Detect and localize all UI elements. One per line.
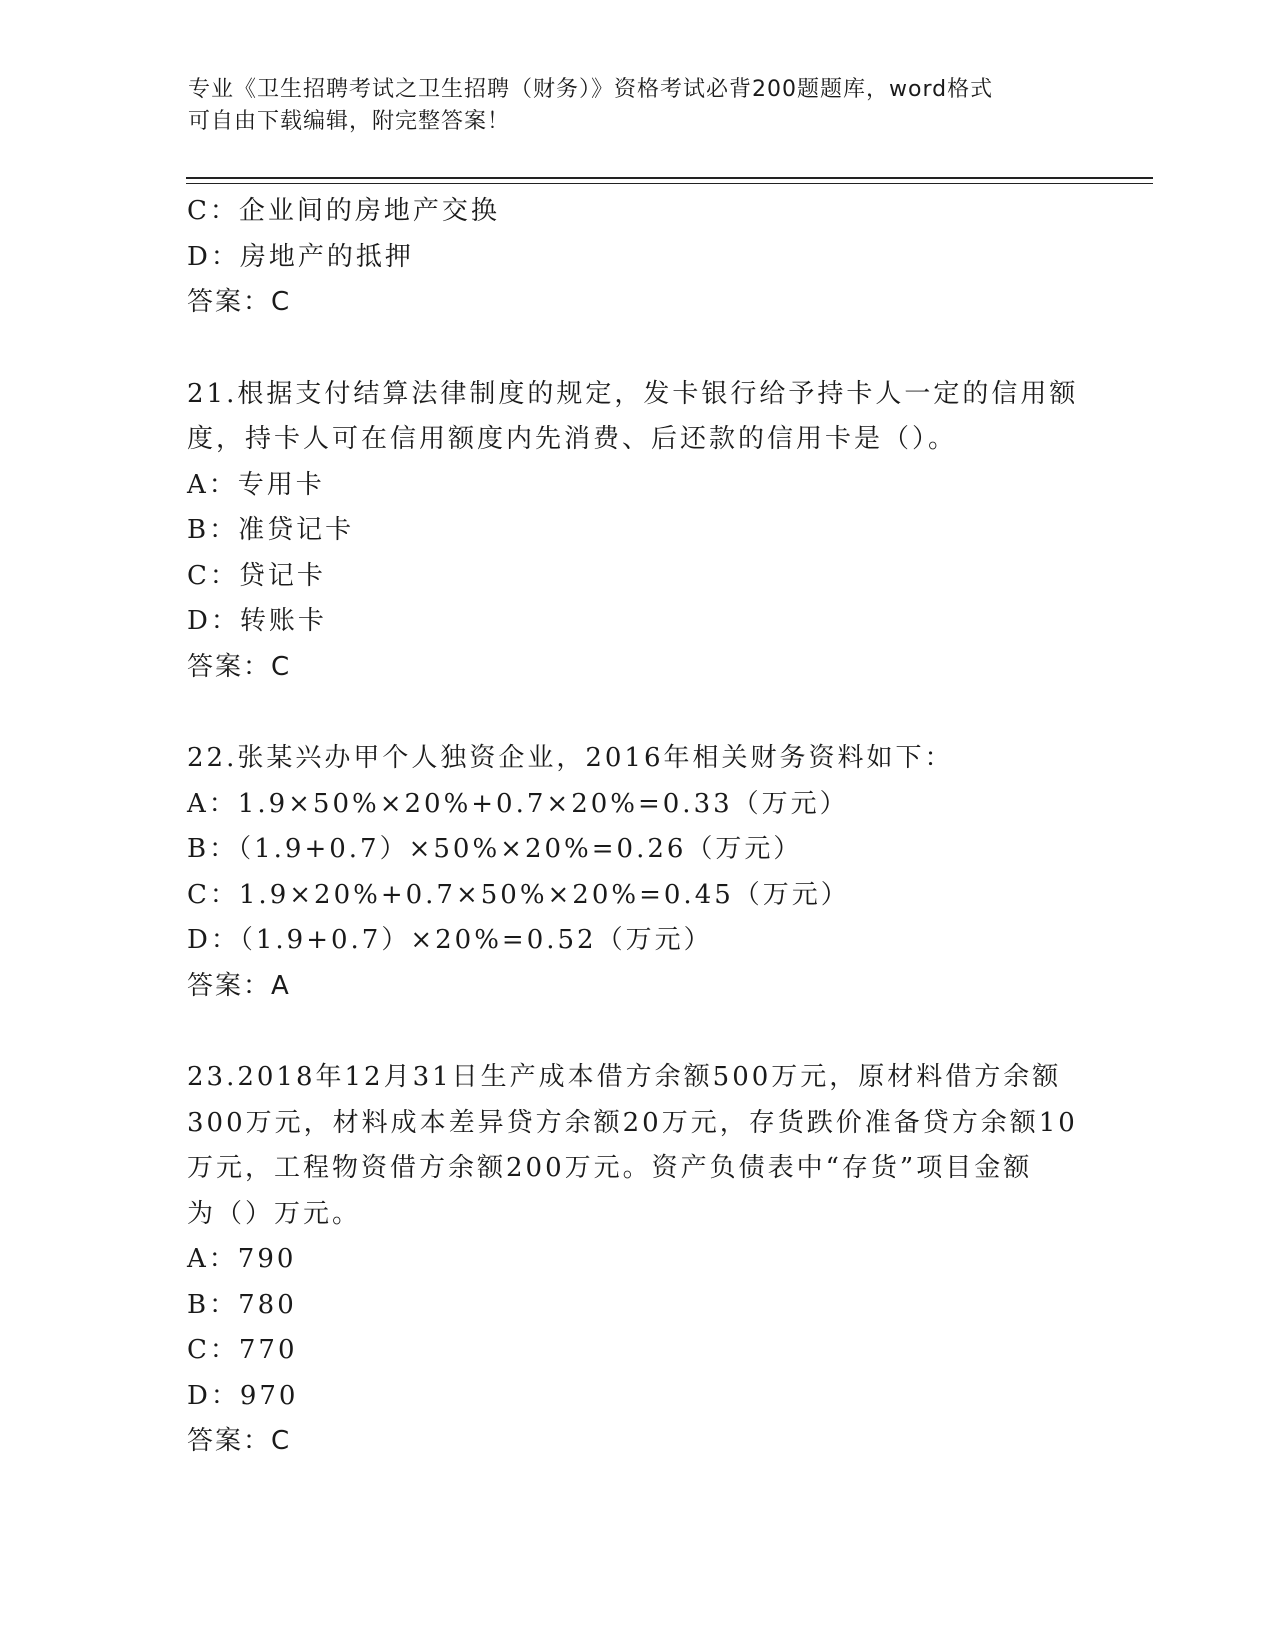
question-21 (187, 372, 1087, 691)
question-spacer (187, 326, 1087, 372)
q21-answer: 答案：C (187, 651, 292, 682)
q22-stem-line-1: 22.张某兴办甲个人独资企业，2016年相关财务资料如下： (187, 743, 954, 773)
q23-option-b: B：780 (187, 1289, 297, 1320)
q21-option-b: B：准贷记卡 (187, 515, 355, 545)
q23-stem-line-1: 23.2018年12月31日生产成本借方余额500万元，原材料借方余额 (187, 1062, 1062, 1092)
q22-option-a: A：1.9×50%×20%+0.7×20%=0.33（万元） (187, 788, 849, 819)
q20-answer: 答案：C (187, 287, 292, 317)
q21-stem-line-2: 度，持卡人可在信用额度内先消费、后还款的信用卡是（）。 (187, 424, 958, 454)
page-header (188, 74, 1068, 138)
question-20-continued (187, 189, 1087, 326)
q22-option-d: D：（1.9+0.7）×20%=0.52（万元） (187, 925, 713, 955)
q22-answer: 答案：A (187, 970, 291, 1001)
q23-stem-line-2: 300万元，材料成本差异贷方余额20万元，存货跌价准备贷方余额10 (187, 1107, 1078, 1138)
header-title-line-2: 可自由下载编辑，附完整答案！ (188, 109, 511, 134)
header-title-line-1: 专业《卫生招聘考试之卫生招聘（财务）》资格考试必背200题题库，word格式 (188, 77, 994, 102)
question-23 (187, 1055, 1087, 1465)
q23-stem-line-3: 万元，工程物资借方余额200万元。资产负债表中“存货”项目金额 (187, 1153, 1033, 1183)
q21-option-c: C：贷记卡 (187, 560, 326, 591)
q20-option-c: C：企业间的房地产交换 (187, 196, 500, 226)
q23-option-d: D：970 (187, 1380, 299, 1411)
q21-option-a: A：专用卡 (187, 469, 325, 500)
q21-stem-line-1: 21.根据支付结算法律制度的规定，发卡银行给予持卡人一定的信用额 (187, 378, 1079, 409)
q23-option-a: A：790 (187, 1244, 297, 1274)
q23-option-c: C：770 (187, 1335, 298, 1365)
question-spacer (187, 1009, 1087, 1055)
q23-stem-line-4: 为（）万元。 (187, 1198, 362, 1229)
question-spacer (187, 690, 1087, 736)
header-divider-thin (186, 183, 1153, 184)
q20-option-d: D：房地产的抵押 (187, 241, 414, 272)
q21-option-d: D：转账卡 (187, 606, 327, 636)
q22-option-b: B：（1.9+0.7）×50%×20%=0.26（万元） (187, 834, 803, 864)
question-list (187, 189, 1087, 1465)
q23-answer: 答案：C (187, 1426, 292, 1456)
q22-option-c: C：1.9×20%+0.7×50%×20%=0.45（万元） (187, 879, 850, 910)
question-22 (187, 736, 1087, 1009)
header-divider-thick (186, 177, 1153, 179)
